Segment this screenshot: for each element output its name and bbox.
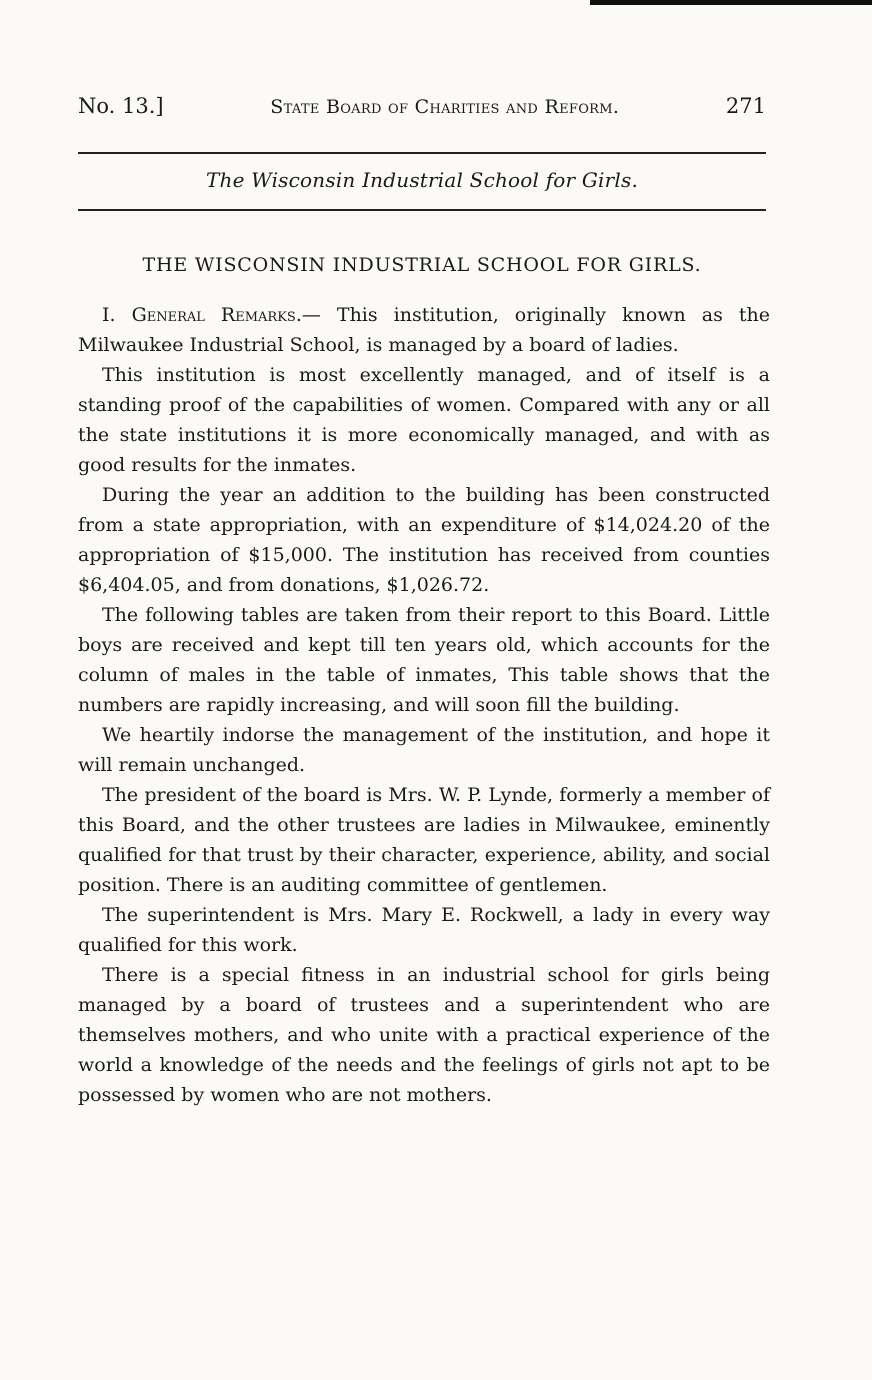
article-body xyxy=(78,300,770,1110)
section-subtitle: The Wisconsin Industrial School for Girls. xyxy=(205,168,639,192)
paragraph-5: We heartily indorse the management of the institution, and hope it will remain unchanged. xyxy=(78,724,770,776)
page-edge-shadow xyxy=(590,0,872,5)
paragraph-1 xyxy=(78,300,770,360)
header-rule-top xyxy=(78,152,766,154)
document-number: No. 13.] xyxy=(78,94,164,118)
paragraph-4: The following tables are taken from their report to this Board. Little boys are received and kept till ten years old, which accounts for the column of males in the table of inmates, This table shows that the numbers are rapidly increasing, and will soon fill the building. xyxy=(78,604,770,716)
page-number: 271 xyxy=(725,94,766,118)
paragraph-1-text: — This institution, originally known as the Milwaukee Industrial School, is managed by a board of ladies. xyxy=(78,304,770,356)
paragraph-7: The superintendent is Mrs. Mary E. Rockwell, a lady in every way qualified for this work. xyxy=(78,904,770,956)
page-title: THE WISCONSIN INDUSTRIAL SCHOOL FOR GIRLS. xyxy=(142,254,702,276)
paragraph-6: The president of the board is Mrs. W. P. Lynde, formerly a member of this Board, and the other trustees are ladies in Milwaukee, eminently qualified for that trust by their character, experience, ability, and social position. There is an auditing committee of gentlemen. xyxy=(78,784,770,896)
header-rule-bottom xyxy=(78,209,766,211)
running-title: State Board of Charities and Reform. xyxy=(270,96,620,118)
paragraph-3: During the year an addition to the building has been constructed from a state appropriation, with an expenditure of $14,024.20 of the appropriation of $15,000. The institution has received from counties $6,404.05, and from donations, $1,026.72. xyxy=(78,484,770,596)
section-label: I. General Remarks. xyxy=(102,304,302,326)
paragraph-2: This institution is most excellently managed, and of itself is a standing proof of the capabilities of women. Compared with any or all the state institutions it is more economically managed, and with as good results for the inmates. xyxy=(78,364,770,476)
running-header xyxy=(78,94,766,118)
paragraph-8: There is a special fitness in an industrial school for girls being managed by a board of trustees and a superintendent who are themselves mothers, and who unite with a practical experience of the world a knowledge of the needs and the feelings of girls not apt to be possessed by women who are not mothers. xyxy=(78,964,770,1106)
